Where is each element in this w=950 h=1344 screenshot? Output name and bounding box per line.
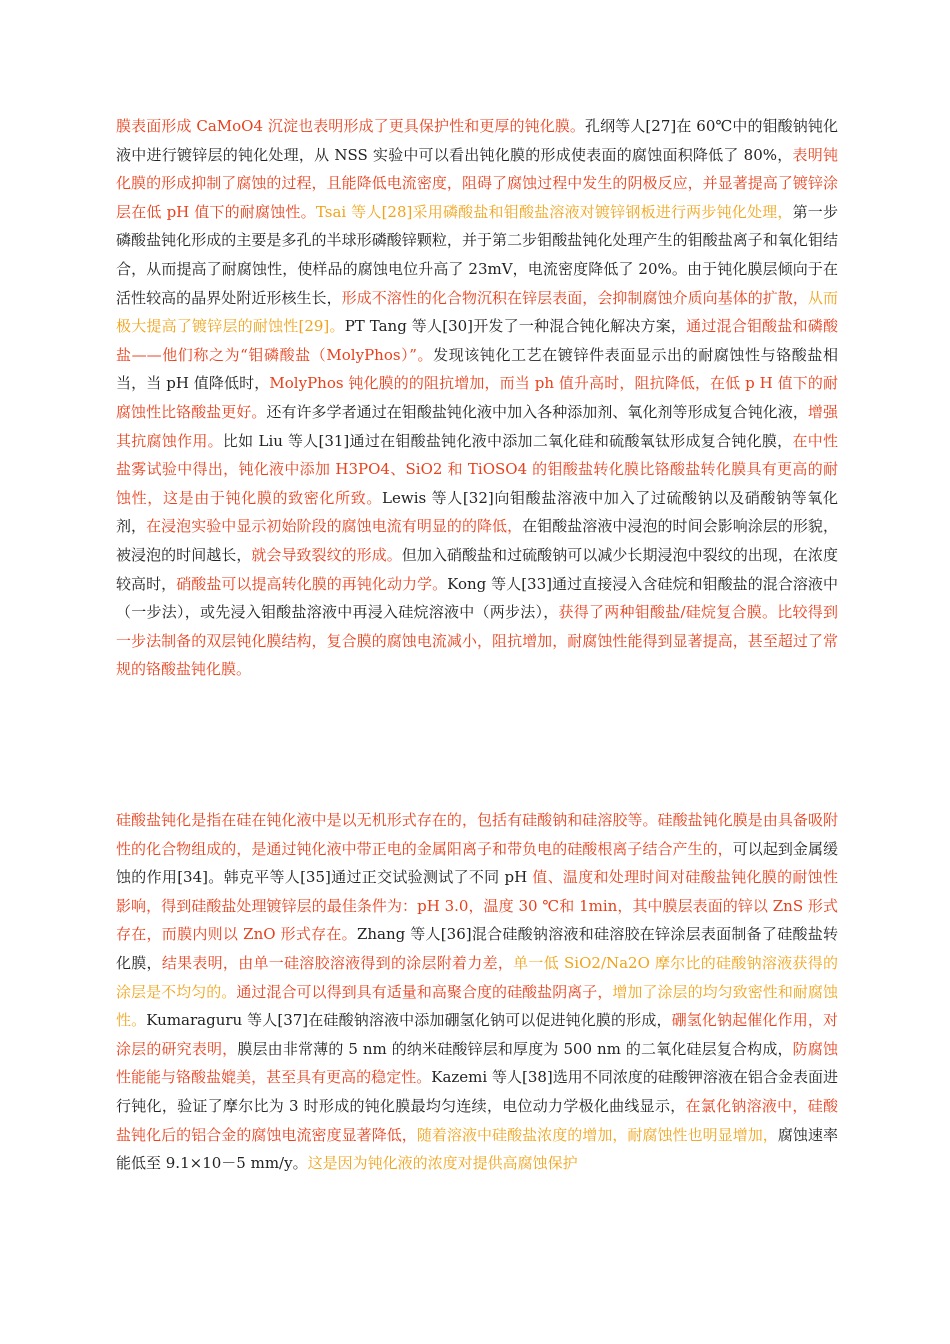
text-run: 单一低 SiO2/Na2O 摩尔比的硅酸钠溶液获得的涂层是不均匀的。	[116, 953, 838, 1001]
text-run: Tsai 等人[28]采用磷酸盐和钼酸盐溶液对镀锌钢板进行两步钝化处理，	[315, 202, 793, 221]
text-run: 通过混合可以得到具有适量和高聚合度的硅酸盐阴离子，	[236, 982, 613, 1001]
text-run: 比如 Liu 等人[31]通过在钼酸盐钝化液中添加二氧化硅和硫酸氧钛形成复合钝化膜，	[222, 431, 793, 450]
text-run: 通过混合钼酸盐和磷酸盐——他们称之为“钼磷酸盐（MolyPhos）”。	[116, 317, 838, 364]
text-run: 结果表明，由单一硅溶胶溶液得到的涂层附着力差，	[161, 953, 514, 972]
text-run: 从而极大提高了镀锌层的耐蚀性[29]。	[116, 288, 838, 336]
text-run: 在中性盐雾试验中得出，钝化液中添加 H3PO4、SiO2 和 TiOSO4 的钼酸盐转化膜比铬酸盐转化膜具有更高的耐蚀性，这是由于钝化膜的致密化所致。	[116, 431, 838, 507]
text-run: 表明钝化膜的形成抑制了腐蚀的过程，且能降低电流密度，阻碍了腐蚀过程中发生的阴极反应，并显著提高了镀锌涂层在低 pH 值下的耐腐蚀性。	[116, 145, 838, 221]
text-run: Lewis 等人[32]向钼酸盐溶液中加入了过硫酸钠以及硝酸钠等氧化剂，	[116, 488, 839, 536]
text-run: 这是因为钝化液的浓度对提供高腐蚀保护	[307, 1154, 578, 1173]
text-run: 发现该钝化工艺在镀锌件表面显示出的耐腐蚀性与铬酸盐相当，当 pH 值降低时，	[116, 345, 838, 393]
text-run: 但加入硝酸盐和过硫酸钠可以减少长期浸泡中裂纹的出现，在浓度较高时，	[116, 545, 838, 593]
text-run: 随着溶液中硅酸盐浓度的增加，耐腐蚀性也明显增加，	[416, 1125, 778, 1144]
text-run: 在钼酸盐溶液中浸泡的时间会影响涂层的形貌，被浸泡的时间越长，	[116, 517, 838, 564]
text-run: 膜层由非常薄的 5 nm 的纳米硅酸锌层和厚度为 500 nm 的二氧化硅层复合构成，	[237, 1039, 793, 1058]
text-run: 还有许多学者通过在钼酸盐钝化液中加入各种添加剂、氧化剂等形成复合钝化液，	[266, 402, 808, 421]
paragraph-molybdate-passivation	[116, 112, 838, 684]
paragraph-silicate-passivation	[116, 806, 838, 1178]
text-run: Kong 等人[33]通过直接浸入含硅烷和钼酸盐的混合溶液中（一步法），或先浸入钼酸盐溶液中再浸入硅烷溶液中（两步法），	[116, 574, 838, 622]
text-run: PT Tang 等人[30]开发了一种混合钝化解决方案，	[344, 317, 687, 336]
text-run: 可以起到金属缓蚀的作用[34]。韩克平等人[35]通过正交试验测试了不同 pH	[116, 839, 838, 887]
text-run: 在氯化钠溶液中，硅酸盐钝化后的铝合金的腐蚀电流密度显著降低，	[116, 1096, 838, 1144]
text-run: 增加了涂层的均匀致密性和耐腐蚀性。	[116, 982, 838, 1030]
text-run: 防腐蚀性能能与铬酸盐媲美，甚至具有更高的稳定性。	[116, 1039, 838, 1087]
text-run: 腐蚀速率能低至 9.1×10－5 mm/y。	[116, 1125, 838, 1173]
text-run: 形成不溶性的化合物沉积在锌层表面，会抑制腐蚀介质向基体的扩散，	[341, 288, 808, 307]
text-run: 硝酸盐可以提高转化膜的再钝化动力学。	[176, 574, 448, 593]
text-run: 增强其抗腐蚀作用。	[116, 402, 838, 450]
text-run: Kazemi 等人[38]选用不同浓度的硅酸钾溶液在铝合金表面进行钝化，验证了摩尔比为 3 时形成的钝化膜最均匀连续，电位动力学极化曲线显示，	[116, 1068, 838, 1115]
text-run: 值、温度和处理时间对硅酸盐钝化膜的耐蚀性影响，得到硅酸盐处理镀锌层的最佳条件为：pH 3.0，温度 30 ℃和 1min，其中膜层表面的锌以 ZnS 形式存在，而膜内则以 ZnO 形式存在。	[116, 868, 838, 944]
text-run: 硼氢化钠起催化作用，对涂层的研究表明，	[116, 1011, 838, 1058]
text-run: 获得了两种钼酸盐/硅烷复合膜。比较得到一步法制备的双层钝化膜结构，复合膜的腐蚀电流减小，阻抗增加，耐腐蚀性能得到显著提高，甚至超过了常规的铬酸盐钝化膜。	[116, 603, 838, 679]
text-run: 第一步磷酸盐钝化形成的主要是多孔的半球形磷酸锌颗粒，并于第二步钼酸盐钝化处理产生的钼酸盐离子和氧化钼结合，从而提高了耐腐蚀性，使样品的腐蚀电位升高了 23mV，电流密度降低了 20%。由于钝化膜层倾向于在活性较高的晶界处附近形核生长，	[116, 202, 838, 307]
text-run: 在浸泡实验中显示初始阶段的腐蚀电流有明显的的降低，	[146, 517, 523, 536]
text-run: 膜表面形成 CaMoO4 沉淀也表明形成了更具保护性和更厚的钝化膜。	[116, 117, 586, 135]
text-run: Kumaraguru 等人[37]在硅酸钠溶液中添加硼氢化钠可以促进钝化膜的形成，	[146, 1011, 672, 1030]
text-run: 硅酸盐钝化是指在硅在钝化液中是以无机形式存在的，包括有硅酸钠和硅溶胶等。硅酸盐钝化膜是由具备吸附性的化合物组成的，是通过钝化液中带正电的金属阳离子和带负电的硅酸根离子结合产生的，	[116, 811, 838, 858]
text-run: MolyPhos 钝化膜的的阻抗增加，而当 ph 值升高时，阻抗降低，在低 p H 值下的耐腐蚀性比铬酸盐更好。	[116, 374, 838, 421]
text-run: 就会导致裂纹的形成。	[251, 545, 402, 564]
text-run: Zhang 等人[36]混合硅酸钠溶液和硅溶胶在锌涂层表面制备了硅酸盐转化膜，	[116, 925, 839, 972]
text-run: 孔纲等人[27]在 60℃中的钼酸钠钝化液中进行镀锌层的钝化处理，从 NSS 实验中可以看出钝化膜的形成使表面的腐蚀面积降低了 80%，	[116, 117, 838, 164]
